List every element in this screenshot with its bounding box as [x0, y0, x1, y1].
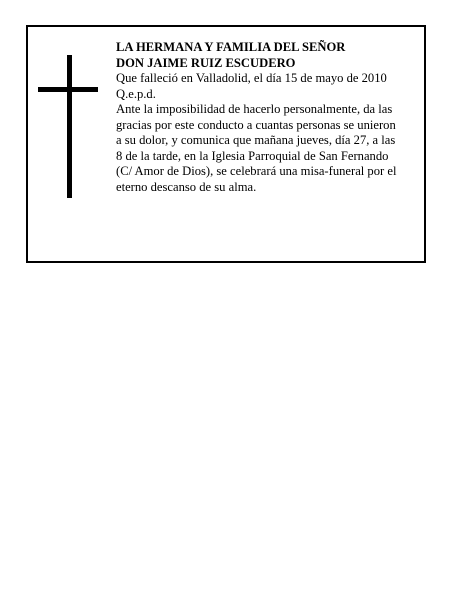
cross-vertical-bar — [67, 55, 72, 198]
death-statement: Que falleció en Valladolid, el día 15 de mayo de 2010 — [116, 71, 387, 85]
qepd-text: Q.e.p.d. — [116, 86, 156, 101]
cross-icon — [38, 55, 98, 198]
body-line-2: gracias por este conducto a cuantas personas se unieron — [116, 117, 396, 132]
body-line-6: eterno descanso de su alma. — [116, 179, 257, 194]
notice-text — [116, 40, 422, 195]
body-line-1: Ante la imposibilidad de hacerlo personalmente, da las — [116, 102, 393, 116]
body-line-3: a su dolor, y comunica que mañana jueves, día 27, a las — [116, 133, 396, 147]
obituary-notice — [26, 25, 426, 263]
body-line-4: 8 de la tarde, en la Iglesia Parroquial de San Fernando — [116, 148, 389, 163]
notice-title-line-1: LA HERMANA Y FAMILIA DEL SEÑOR — [116, 40, 346, 54]
body-line-5: (C/ Amor de Dios), se celebrará una misa-funeral por el — [116, 164, 397, 178]
notice-title-line-2: DON JAIME RUIZ ESCUDERO — [116, 55, 296, 70]
cross-horizontal-bar — [38, 87, 98, 92]
